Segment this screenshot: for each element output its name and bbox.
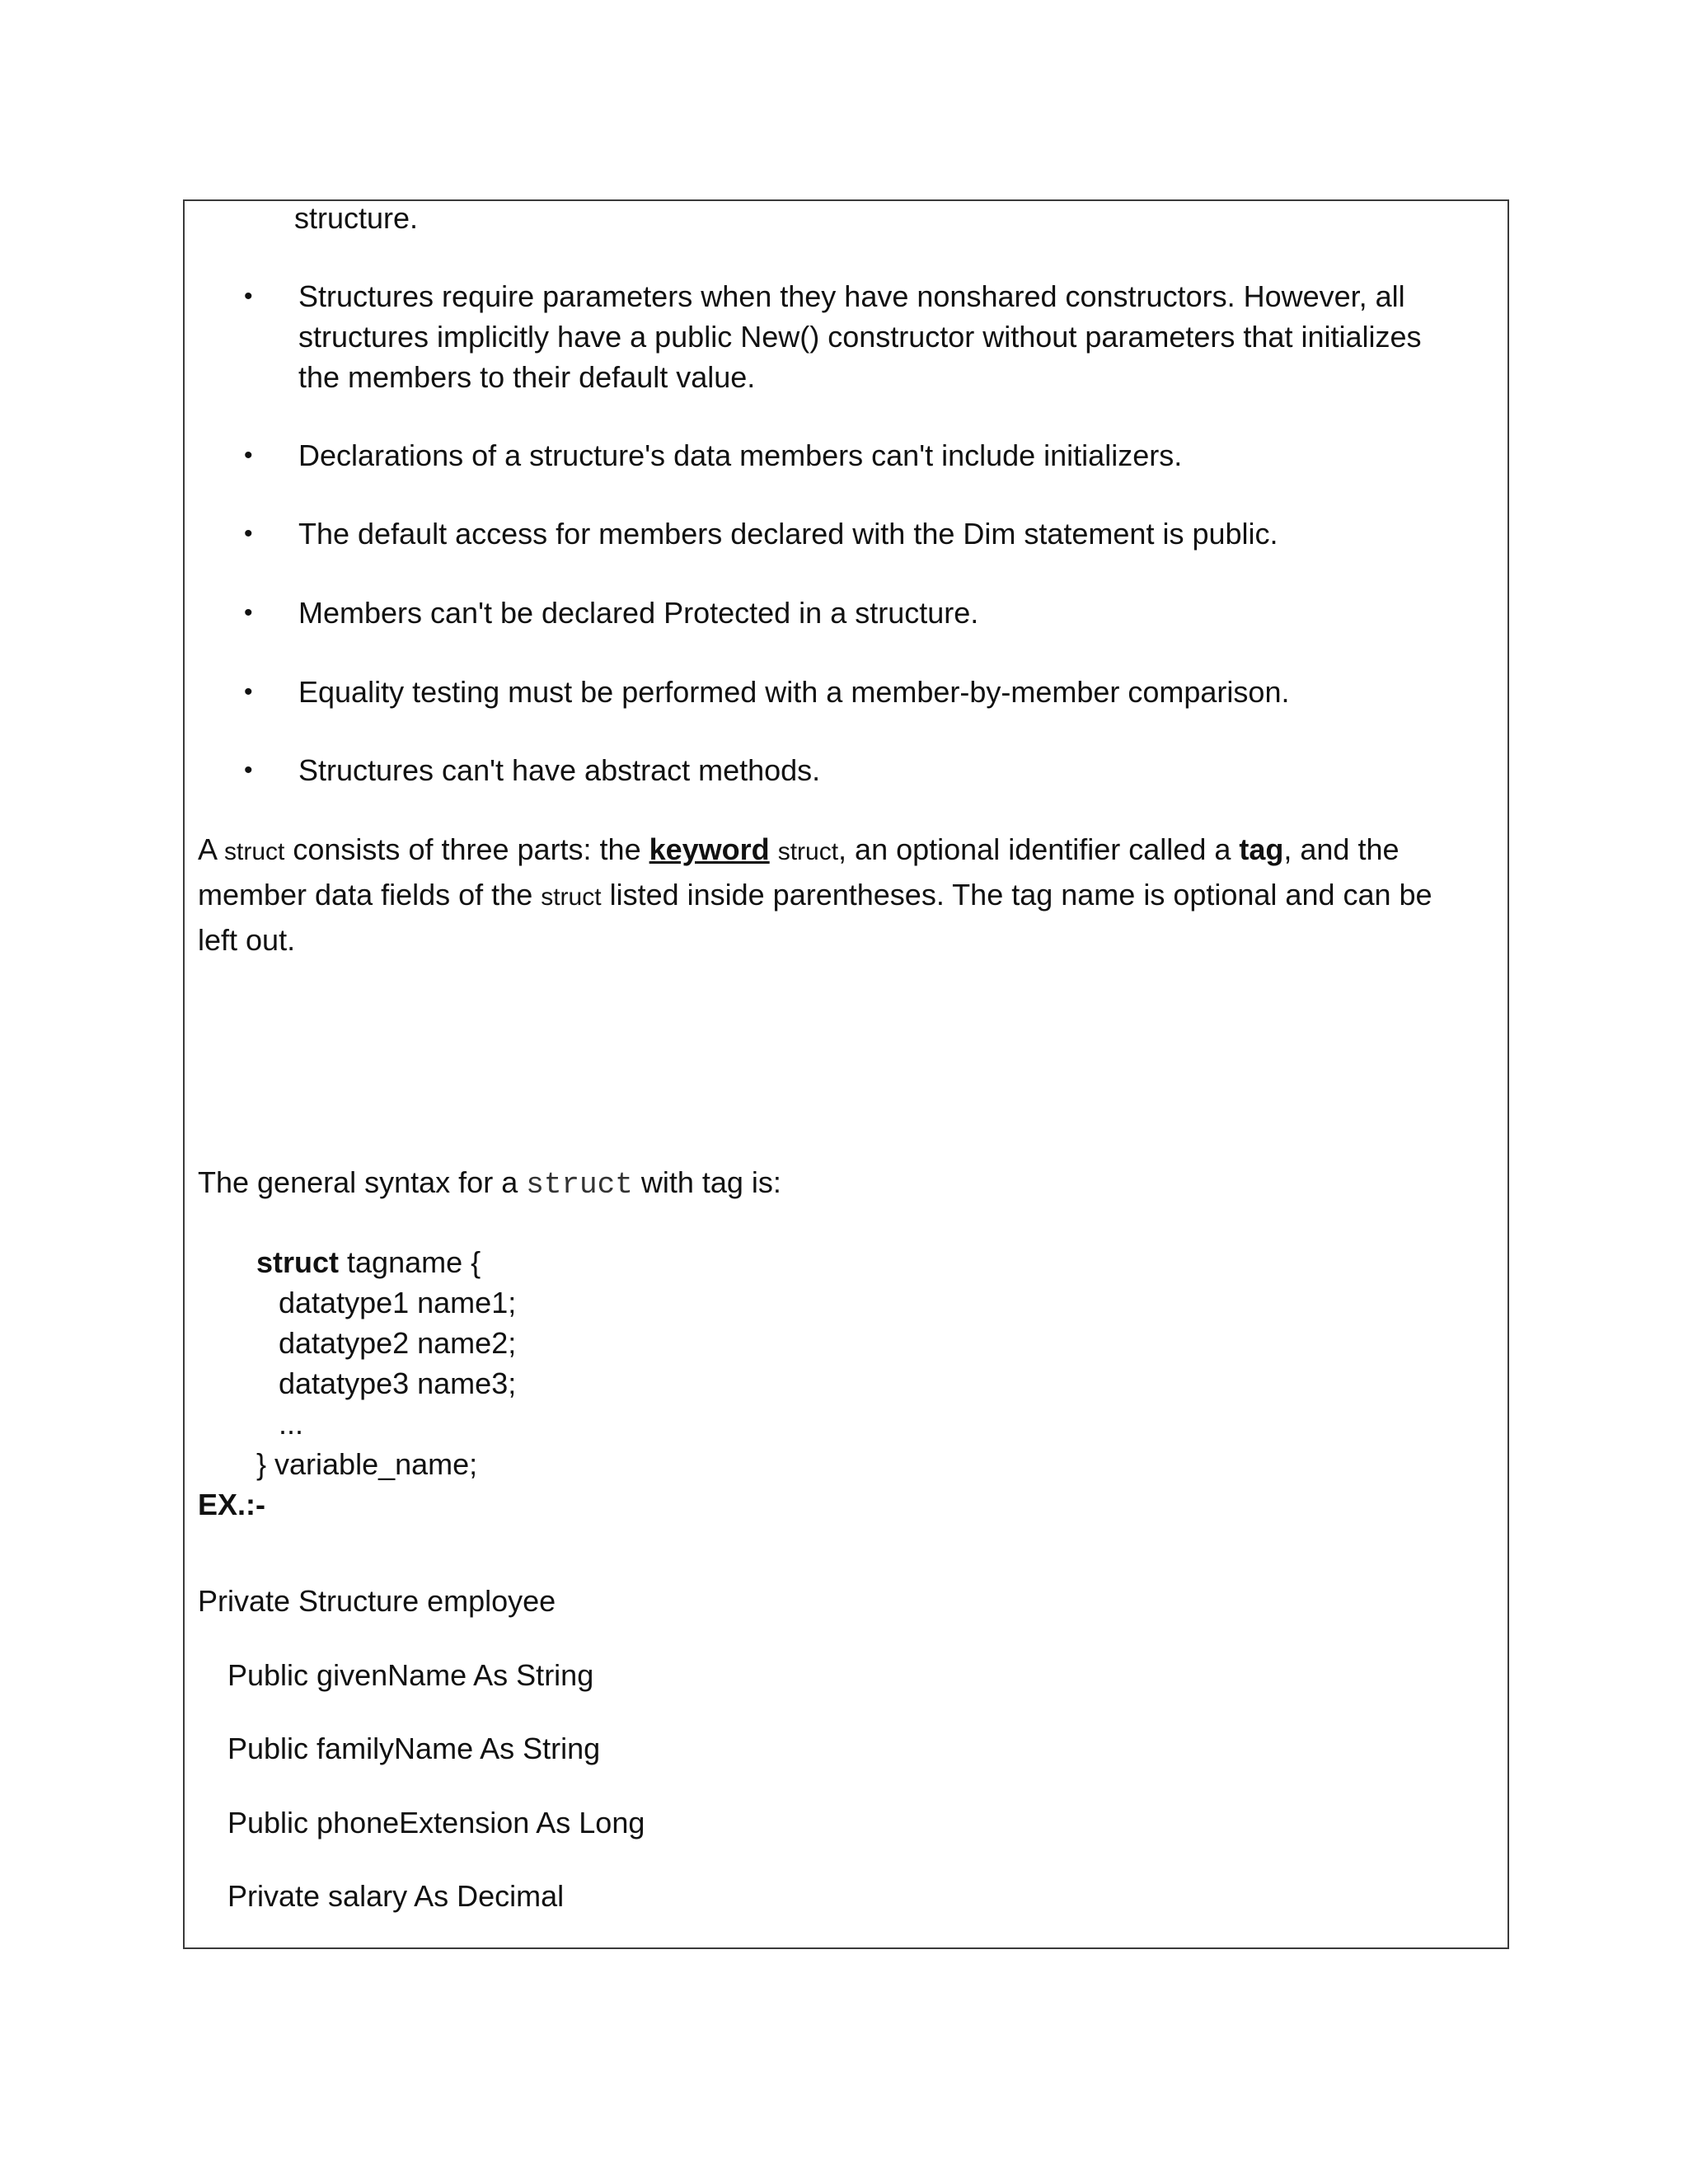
bullet-text-line: Structures can't have abstract methods. [298,753,821,787]
bullet-marker: • [244,678,253,705]
syntax-header: struct tagname { [256,1245,481,1279]
bullet-marker: • [244,757,253,784]
keyword-link[interactable]: keyword [649,832,770,866]
struct-term: struct [541,883,602,911]
bullet-text-line: Structures require parameters when they have nonshared constructors. However, all [298,279,1405,313]
example-label: EX.:- [198,1488,266,1521]
bullet-text-line: Declarations of a structure's data members can't include initializers. [298,438,1183,472]
example-line: Public phoneExtension As Long [227,1806,645,1840]
syntax-intro: The general syntax for a struct with tag is: [198,1165,781,1202]
bullet-marker: • [244,520,253,547]
struct-term: struct [224,838,285,865]
example-line: Private Structure employee [198,1584,556,1618]
code-struct: struct [526,1168,633,1202]
struct-keyword: struct [256,1245,340,1279]
syntax-footer: } variable_name; [256,1447,478,1481]
bullet-marker: • [244,283,253,310]
syntax-field: datatype1 name1; [279,1286,517,1319]
syntax-field: ... [279,1407,304,1441]
paragraph-line: A struct consists of three parts: the keyword struct, an optional identifier called a tag, and the [198,832,1400,866]
struct-term: struct [777,838,839,865]
bullet-marker: • [244,599,253,626]
bullet-text-line: structures implicitly have a public New() constructor without parameters that initializes [298,320,1422,354]
paragraph-line: left out. [198,923,296,957]
syntax-field: datatype2 name2; [279,1326,517,1360]
example-line: Private salary As Decimal [227,1879,565,1913]
bullet-marker: • [244,442,253,469]
continued-text: structure. [294,201,419,235]
example-line: Public givenName As String [227,1658,594,1692]
example-line: Public familyName As String [227,1732,601,1765]
tag-term: tag [1239,832,1284,866]
paragraph-line: member data fields of the struct listed inside parentheses. The tag name is optional and can be [198,878,1432,912]
syntax-field: datatype3 name3; [279,1366,517,1400]
bullet-text-line: The default access for members declared with the Dim statement is public. [298,517,1278,551]
bullet-text-line: the members to their default value. [298,360,756,394]
bullet-text-line: Equality testing must be performed with a member-by-member comparison. [298,675,1290,709]
bullet-text-line: Members can't be declared Protected in a structure. [298,596,979,630]
